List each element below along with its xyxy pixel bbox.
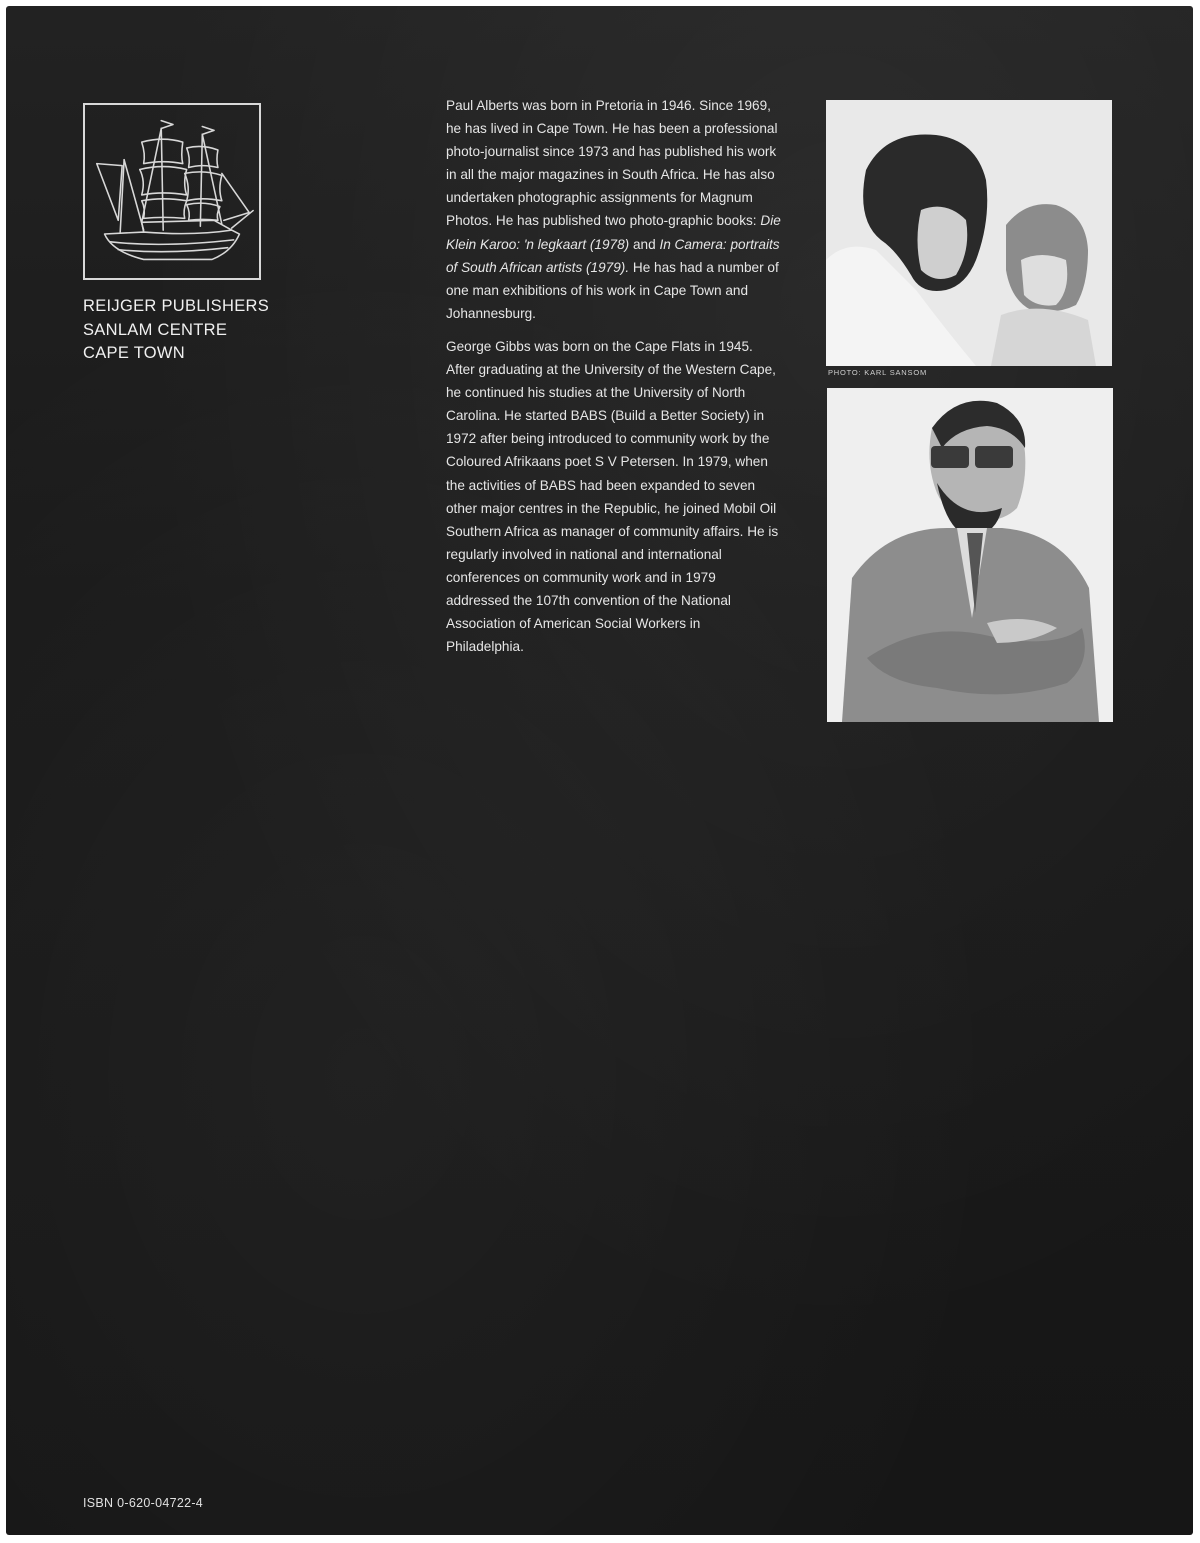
publisher-city: CAPE TOWN <box>83 344 186 362</box>
bio-paul-text-a: Paul Alberts was born in Pretoria in 1946. Since 1969, he has lived in Cape Town. He has been a professional photo-journalist since 1973 and has published his work in all the major magazines in South Africa. He has also undertaken photographic assignments for Magnum Photos. He has published two photo-graphic books: <box>446 98 778 229</box>
publisher-address <box>83 295 343 366</box>
bio-paul-text-b: and <box>629 236 660 252</box>
sailing-ship-icon <box>85 105 259 278</box>
photo-placeholder-man-arms-crossed <box>827 388 1113 722</box>
book-title-in-camera: In Camera: portraits of South African artists (1979). <box>446 236 780 275</box>
photo-credit: PHOTO: KARL SANSOM <box>828 368 928 377</box>
publisher-building: SANLAM CENTRE <box>83 320 228 339</box>
book-title-klein-karoo: Die Klein Karoo: 'n legkaart (1978) <box>446 213 781 252</box>
bio-paul-alberts <box>446 94 781 325</box>
author-bios <box>446 94 781 668</box>
photo-placeholder-man-and-child <box>826 100 1112 366</box>
photo-paul-alberts <box>826 100 1112 366</box>
publisher-logo <box>83 103 261 280</box>
bio-george-gibbs: George Gibbs was born on the Cape Flats in 1945. After graduating at the University of the Western Cape, he continued his studies at the University of North Carolina. He started BABS (Build a Better Society) in 1972 after being introduced to community work by the Coloured Afrikaans poet S V Petersen. In 1979, when the activities of BABS had been expanded to seven other major centres in the Republic, he joined Mobil Oil Southern Africa as manager of community affairs. He is regularly involved in national and international conferences on community work and in 1979 addressed the 107th convention of the National Association of American Social Workers in Philadelphia. <box>446 338 779 655</box>
book-back-cover <box>6 6 1193 1535</box>
publisher-name: REIJGER PUBLISHERS <box>83 297 270 315</box>
isbn-number: ISBN 0-620-04722-4 <box>83 1496 204 1510</box>
photo-george-gibbs <box>827 388 1113 722</box>
bio-paul-text-c: He has had a number of one man exhibitions of his work in Cape Town and Johannesburg. <box>446 259 779 321</box>
